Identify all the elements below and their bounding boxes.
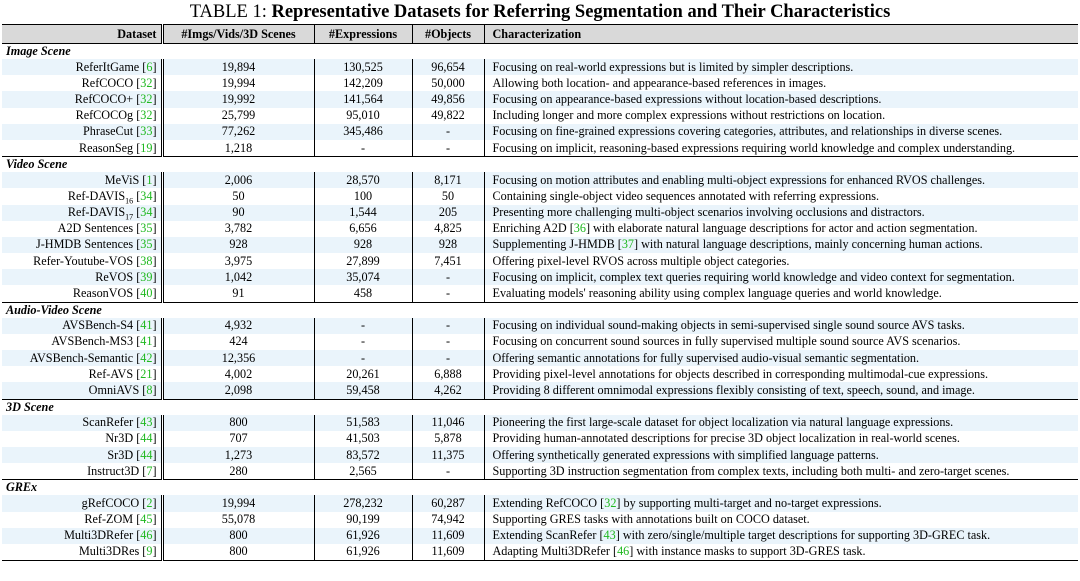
dataset-cell: gRefCOCO [2] xyxy=(2,495,162,511)
characterization-cell xyxy=(484,108,1078,124)
objects-cell: 50,000 xyxy=(412,75,484,91)
dataset-name: gRefCOCO xyxy=(81,495,140,510)
table-row xyxy=(2,431,1078,447)
citation-link[interactable]: 42 xyxy=(140,350,153,365)
header-characterization: Characterization xyxy=(484,25,1078,44)
characterization-text: Extending ScanRefer xyxy=(492,528,600,543)
dataset-cell: ScanRefer [43] xyxy=(2,415,162,431)
table-caption-prefix: TABLE 1: xyxy=(189,2,272,22)
dataset-name: OmniAVS xyxy=(88,382,140,397)
objects-cell: - xyxy=(412,318,484,334)
dataset-name: Multi3DRefer xyxy=(64,528,134,543)
expressions-cell: 142,209 xyxy=(314,75,412,91)
objects-cell: - xyxy=(412,269,484,285)
characterization-text: with elaborate natural language descriptions for actor and action segmentation. xyxy=(590,221,978,236)
dataset-name: AVSBench-MS3 xyxy=(51,334,134,349)
dataset-name: ReferItGame xyxy=(75,59,140,74)
objects-cell: 4,262 xyxy=(412,382,484,399)
dataset-cell: Ref-ZOM [45] xyxy=(2,512,162,528)
dataset-name: ReVOS xyxy=(95,269,134,284)
characterization-text: Focusing on appearance-based expressions without location-based descriptions. xyxy=(492,91,882,106)
citation-link[interactable]: 32 xyxy=(140,91,153,106)
scenes-cell: 55,078 xyxy=(162,512,314,528)
characterization-text: Containing single-object video sequences annotated with referring expressions. xyxy=(492,188,880,203)
section-row xyxy=(2,302,1078,318)
characterization-cell xyxy=(484,285,1078,302)
expressions-cell: 345,486 xyxy=(314,124,412,140)
characterization-cell xyxy=(484,382,1078,399)
characterization-text: Offering synthetically generated expressions with simplified language patterns. xyxy=(492,447,879,462)
objects-cell: 5,878 xyxy=(412,431,484,447)
objects-cell: 4,825 xyxy=(412,221,484,237)
table-row xyxy=(2,318,1078,334)
citation-link[interactable]: 41 xyxy=(140,334,153,349)
citation-link[interactable]: 1 xyxy=(146,172,153,187)
characterization-text: Focusing on motion attributes and enabling multi-object expressions for enhanced RVOS challenges. xyxy=(492,172,986,187)
dataset-cell: Sr3D [44] xyxy=(2,447,162,463)
dataset-cell: AVSBench-Semantic [42] xyxy=(2,350,162,366)
objects-cell: 49,856 xyxy=(412,91,484,107)
citation-link[interactable]: 41 xyxy=(140,318,153,333)
dataset-name: Sr3D xyxy=(107,447,134,462)
characterization-text: Offering semantic annotations for fully supervised audio-visual semantic segmentation. xyxy=(492,350,920,365)
section-title: Video Scene xyxy=(2,157,1078,173)
scenes-cell: 800 xyxy=(162,544,314,561)
table-row xyxy=(2,350,1078,366)
dataset-cell: OmniAVS [8] xyxy=(2,382,162,399)
characterization-cell: Supplementing J-HMDB [37] with natural language descriptions, mainly concerning human actions. xyxy=(492,237,983,252)
scenes-cell: 800 xyxy=(162,528,314,544)
section-row xyxy=(2,44,1078,60)
dataset-cell: J-HMDB Sentences [35] xyxy=(2,237,162,253)
header-row xyxy=(2,25,1078,44)
scenes-cell: 90 xyxy=(162,205,314,221)
scenes-cell: 19,992 xyxy=(162,91,314,107)
table-row xyxy=(2,205,1078,221)
table-caption-title: Representative Datasets for Referring Segmentation and Their Characteristics xyxy=(271,2,891,22)
objects-cell: 11,375 xyxy=(412,447,484,463)
citation-link[interactable]: 33 xyxy=(140,124,153,139)
dataset-name: AVSBench-Semantic xyxy=(29,350,134,365)
table-row xyxy=(2,140,1078,157)
dataset-cell: RefCOCOg [32] xyxy=(2,108,162,124)
dataset-cell: RefCOCO+ [32] xyxy=(2,91,162,107)
characterization-cell xyxy=(484,91,1078,107)
characterization-cell xyxy=(484,512,1078,528)
characterization-cell xyxy=(484,334,1078,350)
dataset-name: RefCOCO+ xyxy=(74,91,134,106)
dataset-cell: ReferItGame [6] xyxy=(2,59,162,75)
scenes-cell: 4,002 xyxy=(162,366,314,382)
characterization-text: Supporting 3D instruction segmentation from complex texts, including both multi- and zero-target scenes. xyxy=(492,463,1010,478)
table-row xyxy=(2,253,1078,269)
table-row xyxy=(2,269,1078,285)
characterization-cell xyxy=(484,205,1078,221)
characterization-text: by supporting multi-target and no-target expressions. xyxy=(620,495,882,510)
dataset-name: AVSBench-S4 xyxy=(62,318,134,333)
scenes-cell: 4,932 xyxy=(162,318,314,334)
dataset-subscript: 17 xyxy=(125,212,134,221)
dataset-name: Multi3DRes xyxy=(78,544,140,559)
dataset-name: RefCOCO xyxy=(81,75,134,90)
section-row xyxy=(2,157,1078,173)
dataset-name: RefCOCOg xyxy=(75,108,134,123)
scenes-cell: 19,994 xyxy=(162,75,314,91)
dataset-cell: Refer-Youtube-VOS [38] xyxy=(2,253,162,269)
citation-link[interactable]: 21 xyxy=(140,366,153,381)
citation-link[interactable]: 44 xyxy=(140,431,153,446)
citation-link[interactable]: 8 xyxy=(146,382,153,397)
scenes-cell: 91 xyxy=(162,285,314,302)
characterization-cell xyxy=(484,366,1078,382)
characterization-text: Allowing both location- and appearance-based references in images. xyxy=(492,75,827,90)
section-title: Audio-Video Scene xyxy=(2,302,1078,318)
dataset-name: Refer-Youtube-VOS xyxy=(33,253,134,268)
dataset-cell: A2D Sentences [35] xyxy=(2,221,162,237)
scenes-cell: 3,782 xyxy=(162,221,314,237)
table-row xyxy=(2,447,1078,463)
dataset-name: A2D Sentences xyxy=(57,221,134,236)
dataset-cell: ReasonVOS [40] xyxy=(2,285,162,302)
objects-cell: - xyxy=(412,140,484,157)
objects-cell: - xyxy=(412,334,484,350)
table-row xyxy=(2,59,1078,75)
citation-link[interactable]: 32 xyxy=(604,495,617,510)
expressions-cell: 2,565 xyxy=(314,463,412,480)
characterization-cell: Extending RefCOCO [32] by supporting multi-target and no-target expressions. xyxy=(492,495,882,510)
table-caption xyxy=(0,0,1080,24)
dataset-name: PhraseCut xyxy=(83,124,134,139)
scenes-cell: 50 xyxy=(162,188,314,204)
dataset-cell: Multi3DRefer [46] xyxy=(2,528,162,544)
table-row xyxy=(2,285,1078,302)
characterization-text: Providing pixel-level annotations for objects described in corresponding multimodal-cue expressions. xyxy=(492,366,989,381)
table-row xyxy=(2,91,1078,107)
scenes-cell: 928 xyxy=(162,237,314,253)
objects-cell: 50 xyxy=(412,188,484,204)
table-row xyxy=(2,237,1078,253)
dataset-cell: PhraseCut [33] xyxy=(2,124,162,140)
dataset-cell: AVSBench-S4 [41] xyxy=(2,318,162,334)
section-title: 3D Scene xyxy=(2,399,1078,415)
characterization-text: Focusing on implicit, reasoning-based expressions requiring world knowledge and complex understanding. xyxy=(492,140,1016,155)
scenes-cell: 1,218 xyxy=(162,140,314,157)
dataset-name: ScanRefer xyxy=(82,415,134,430)
table-row xyxy=(2,382,1078,399)
objects-cell: 49,822 xyxy=(412,108,484,124)
scenes-cell: 3,975 xyxy=(162,253,314,269)
citation-link[interactable]: 43 xyxy=(140,415,153,430)
characterization-cell xyxy=(484,350,1078,366)
objects-cell: 11,609 xyxy=(412,528,484,544)
objects-cell: - xyxy=(412,124,484,140)
dataset-cell: AVSBench-MS3 [41] xyxy=(2,334,162,350)
characterization-text: Evaluating models' reasoning ability using complex language queries and world knowledge. xyxy=(492,286,942,301)
expressions-cell: 90,199 xyxy=(314,512,412,528)
citation-link[interactable]: 32 xyxy=(140,108,153,123)
expressions-cell: - xyxy=(314,318,412,334)
characterization-cell xyxy=(484,172,1078,188)
characterization-text: Supporting GRES tasks with annotations built on COCO dataset. xyxy=(492,512,810,527)
scenes-cell: 424 xyxy=(162,334,314,350)
table-body xyxy=(2,44,1078,561)
objects-cell: 205 xyxy=(412,205,484,221)
header-expressions: #Expressions xyxy=(314,25,412,44)
header-objects: #Objects xyxy=(412,25,484,44)
dataset-name: Ref-DAVIS xyxy=(67,188,126,203)
objects-cell: 8,171 xyxy=(412,172,484,188)
characterization-text: with zero/single/multiple target descriptions for supporting 3D-GREC task. xyxy=(619,528,991,543)
scenes-cell: 12,356 xyxy=(162,350,314,366)
table-row xyxy=(2,172,1078,188)
scenes-cell: 707 xyxy=(162,431,314,447)
expressions-cell: 1,544 xyxy=(314,205,412,221)
dataset-name: Ref-ZOM xyxy=(84,512,134,527)
citation-link[interactable]: 35 xyxy=(140,237,153,252)
dataset-name: Ref-AVS xyxy=(88,366,134,381)
characterization-cell xyxy=(484,188,1078,204)
expressions-cell: 61,926 xyxy=(314,544,412,561)
objects-cell: - xyxy=(412,285,484,302)
characterization-cell xyxy=(484,415,1078,431)
citation-link[interactable]: 36 xyxy=(573,221,586,236)
characterization-text: Focusing on fine-grained expressions covering categories, attributes, and relationships in diverse scenes. xyxy=(492,124,1003,139)
expressions-cell: 41,503 xyxy=(314,431,412,447)
characterization-text: Focusing on implicit, complex text queries requiring world knowledge and video context for segmentation. xyxy=(492,269,1015,284)
table-row xyxy=(2,124,1078,140)
dataset-cell: ReVOS [39] xyxy=(2,269,162,285)
characterization-text: Focusing on individual sound-making objects in semi-supervised single sound source AVS tasks. xyxy=(492,318,965,333)
table-row xyxy=(2,75,1078,91)
objects-cell: 60,287 xyxy=(412,495,484,511)
characterization-cell xyxy=(484,124,1078,140)
table-row xyxy=(2,188,1078,204)
characterization-cell: Enriching A2D [36] with elaborate natural language descriptions for actor and action segmentation. xyxy=(492,221,978,236)
characterization-text: Extending RefCOCO xyxy=(492,495,601,510)
objects-cell: - xyxy=(412,350,484,366)
expressions-cell: 83,572 xyxy=(314,447,412,463)
objects-cell: 96,654 xyxy=(412,59,484,75)
header-dataset: Dataset xyxy=(2,25,162,44)
objects-cell: 11,046 xyxy=(412,415,484,431)
objects-cell: 11,609 xyxy=(412,544,484,561)
table-row xyxy=(2,495,1078,511)
table-row xyxy=(2,528,1078,544)
characterization-text: with instance masks to support 3D-GRES task. xyxy=(633,544,866,559)
expressions-cell: 100 xyxy=(314,188,412,204)
scenes-cell: 1,273 xyxy=(162,447,314,463)
characterization-cell xyxy=(484,140,1078,157)
dataset-name: ReasonVOS xyxy=(72,286,134,301)
dataset-cell: MeViS [1] xyxy=(2,172,162,188)
citation-link[interactable]: 19 xyxy=(140,140,153,155)
section-row xyxy=(2,480,1078,496)
citation-link[interactable]: 46 xyxy=(140,528,153,543)
characterization-text: Presenting more challenging multi-object scenarios involving occlusions and distractors. xyxy=(492,205,925,220)
expressions-cell: - xyxy=(314,350,412,366)
characterization-text: Supplementing J-HMDB xyxy=(492,237,618,252)
citation-link[interactable]: 2 xyxy=(146,495,153,510)
characterization-cell xyxy=(484,59,1078,75)
expressions-cell: 59,458 xyxy=(314,382,412,399)
dataset-name: Ref-DAVIS xyxy=(67,205,126,220)
section-title: GREx xyxy=(2,480,1078,496)
characterization-cell xyxy=(484,318,1078,334)
expressions-cell: 27,899 xyxy=(314,253,412,269)
dataset-name: J-HMDB Sentences xyxy=(35,237,134,252)
table-row xyxy=(2,512,1078,528)
table-row xyxy=(2,108,1078,124)
citation-link[interactable]: 44 xyxy=(140,447,153,462)
dataset-cell: Ref-$DAVIS_{17}$ [34] xyxy=(2,205,162,221)
characterization-text: Providing human-annotated descriptions for precise 3D object localization in real-world scenes. xyxy=(492,431,960,446)
scenes-cell: 25,799 xyxy=(162,108,314,124)
table-row xyxy=(2,463,1078,480)
expressions-cell: 28,570 xyxy=(314,172,412,188)
expressions-cell: 458 xyxy=(314,285,412,302)
scenes-cell: 19,894 xyxy=(162,59,314,75)
characterization-cell xyxy=(484,269,1078,285)
dataset-name: MeViS xyxy=(104,172,140,187)
dataset-cell: Nr3D [44] xyxy=(2,431,162,447)
expressions-cell: 928 xyxy=(314,237,412,253)
characterization-text: Adapting Multi3DRefer xyxy=(492,544,614,559)
citation-link[interactable]: 9 xyxy=(146,544,153,559)
citation-link[interactable]: 32 xyxy=(140,75,153,90)
scenes-cell: 280 xyxy=(162,463,314,480)
expressions-cell: - xyxy=(314,334,412,350)
scenes-cell: 2,098 xyxy=(162,382,314,399)
expressions-cell: 35,074 xyxy=(314,269,412,285)
citation-link[interactable]: 35 xyxy=(140,221,153,236)
expressions-cell: - xyxy=(314,140,412,157)
table-row xyxy=(2,544,1078,561)
dataset-name: ReasonSeg xyxy=(78,140,134,155)
dataset-cell: ReasonSeg [19] xyxy=(2,140,162,157)
objects-cell: 74,942 xyxy=(412,512,484,528)
citation-link[interactable]: 34 xyxy=(140,188,153,203)
citation-link[interactable]: 7 xyxy=(146,463,153,478)
dataset-cell: Multi3DRes [9] xyxy=(2,544,162,561)
objects-cell: 7,451 xyxy=(412,253,484,269)
table-row xyxy=(2,334,1078,350)
table-header xyxy=(2,25,1078,44)
datasets-table xyxy=(2,24,1078,561)
expressions-cell: 278,232 xyxy=(314,495,412,511)
citation-link[interactable]: 38 xyxy=(140,253,153,268)
characterization-text: Providing 8 different omnimodal expressions flexibly consisting of text, speech, sound, and image. xyxy=(492,382,975,397)
dataset-cell: RefCOCO [32] xyxy=(2,75,162,91)
objects-cell: 928 xyxy=(412,237,484,253)
citation-link[interactable]: 6 xyxy=(146,59,153,74)
characterization-cell: Extending ScanRefer [43] with zero/single/multiple target descriptions for supporting 3D-GREC task. xyxy=(492,528,991,543)
characterization-cell xyxy=(484,75,1078,91)
citation-link[interactable]: 37 xyxy=(621,237,635,252)
characterization-text: Enriching A2D xyxy=(492,221,570,236)
characterization-cell xyxy=(484,253,1078,269)
objects-cell: - xyxy=(412,463,484,480)
dataset-subscript: 16 xyxy=(125,196,134,205)
characterization-cell xyxy=(484,463,1078,480)
characterization-text: Offering pixel-level RVOS across multiple object categories. xyxy=(492,253,790,268)
dataset-name: Instruct3D xyxy=(87,463,140,478)
scenes-cell: 2,006 xyxy=(162,172,314,188)
section-row xyxy=(2,399,1078,415)
objects-cell: 6,888 xyxy=(412,366,484,382)
expressions-cell: 20,261 xyxy=(314,366,412,382)
expressions-cell: 61,926 xyxy=(314,528,412,544)
citation-link[interactable]: 34 xyxy=(140,205,153,220)
characterization-cell xyxy=(484,431,1078,447)
expressions-cell: 51,583 xyxy=(314,415,412,431)
citation-link[interactable]: 46 xyxy=(617,544,630,559)
characterization-text: with natural language descriptions, mainly concerning human actions. xyxy=(638,237,983,252)
citation-link[interactable]: 40 xyxy=(140,286,153,301)
dataset-cell: Ref-$DAVIS_{16}$ [34] xyxy=(2,188,162,204)
dataset-name: Nr3D xyxy=(105,431,134,446)
expressions-cell: 141,564 xyxy=(314,91,412,107)
citation-link[interactable]: 45 xyxy=(140,512,153,527)
expressions-cell: 95,010 xyxy=(314,108,412,124)
section-title: Image Scene xyxy=(2,44,1078,60)
characterization-text: Focusing on concurrent sound sources in fully supervised multiple sound source AVS scenarios. xyxy=(492,334,961,349)
scenes-cell: 800 xyxy=(162,415,314,431)
characterization-cell: Adapting Multi3DRefer [46] with instance masks to support 3D-GRES task. xyxy=(484,544,1078,561)
dataset-cell: Instruct3D [7] xyxy=(2,463,162,480)
characterization-cell xyxy=(484,447,1078,463)
header-scenes: #Imgs/Vids/3D Scenes xyxy=(162,25,314,44)
scenes-cell: 19,994 xyxy=(162,495,314,511)
characterization-text: Pioneering the first large-scale dataset for object localization via natural language expressions. xyxy=(492,415,954,430)
characterization-text: Including longer and more complex expressions without restrictions on location. xyxy=(492,108,886,123)
citation-link[interactable]: 43 xyxy=(603,528,616,543)
scenes-cell: 77,262 xyxy=(162,124,314,140)
table-row xyxy=(2,366,1078,382)
expressions-cell: 130,525 xyxy=(314,59,412,75)
table-row xyxy=(2,221,1078,237)
dataset-cell: Ref-AVS [21] xyxy=(2,366,162,382)
scenes-cell: 1,042 xyxy=(162,269,314,285)
characterization-text: Focusing on real-world expressions but is limited by simpler descriptions. xyxy=(492,59,854,74)
citation-link[interactable]: 39 xyxy=(140,269,153,284)
expressions-cell: 6,656 xyxy=(314,221,412,237)
table-row xyxy=(2,415,1078,431)
